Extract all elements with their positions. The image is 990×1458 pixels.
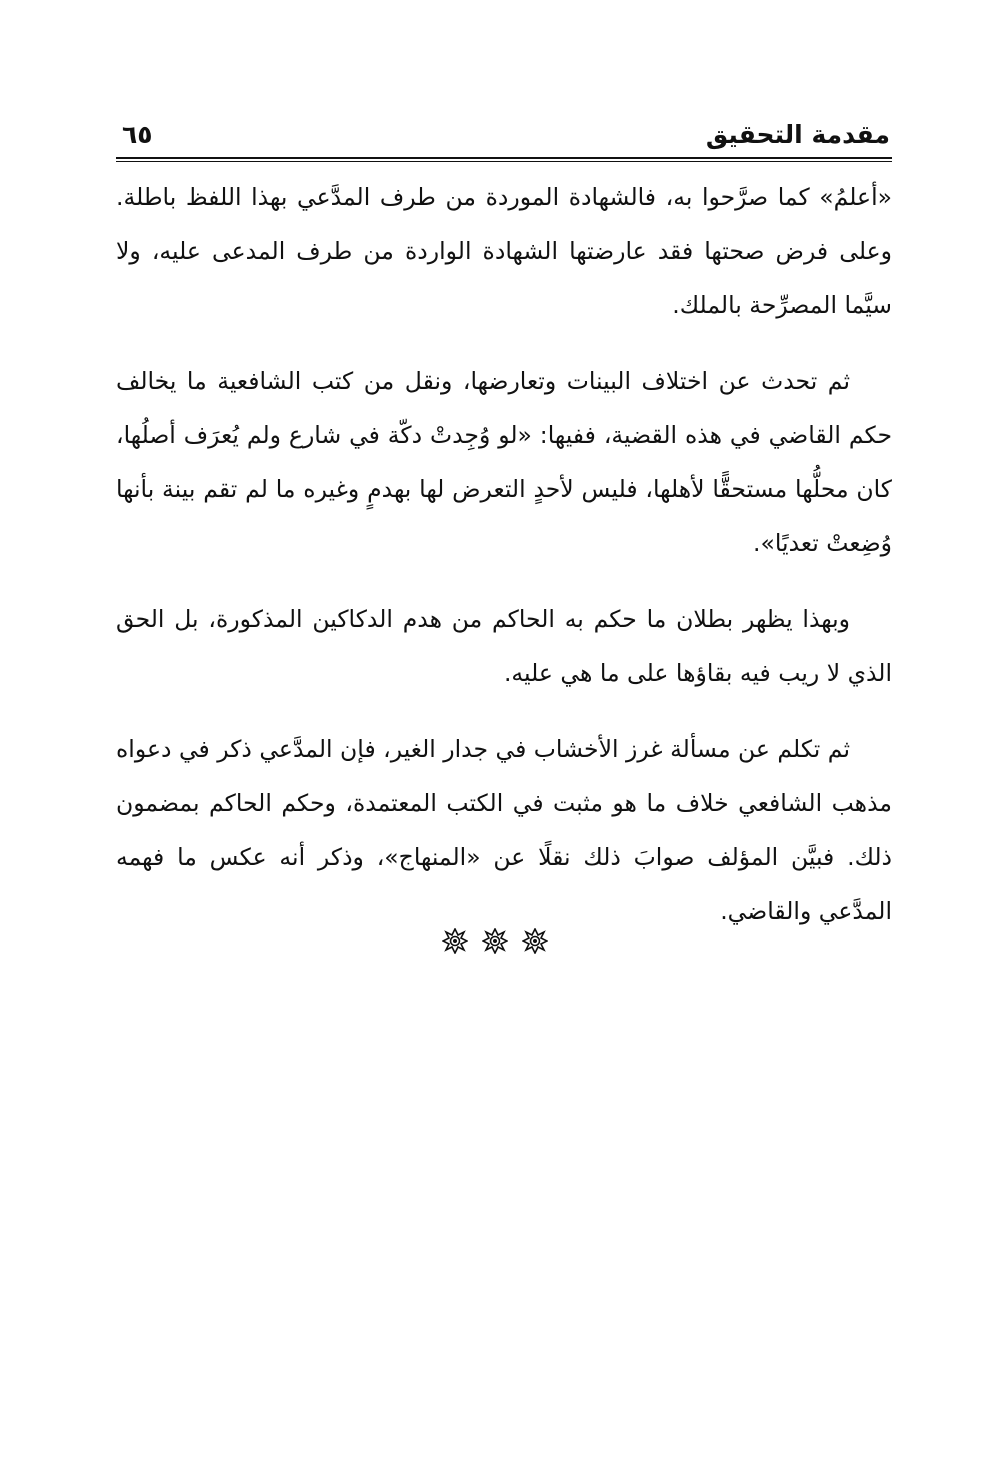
paragraph-4: ثم تكلم عن مسألة غرز الأخشاب في جدار الغير، فإن المدَّعي ذكر في دعواه مذهب الشافعي خلاف ما هو مثبت في الكتب المعتمدة، وحكم الحاكم بمضمون ذلك. فبيَّن المؤلف صوابَ ذلك نقلًا عن «المنهاج»، وذكر أنه عكس ما فهمه المدَّعي والقاضي.	[116, 735, 892, 925]
section-end-ornaments	[0, 928, 990, 968]
header-rule	[116, 157, 892, 162]
running-title: مقدمة التحقيق	[705, 120, 890, 149]
flower-ornament-icon	[522, 928, 548, 954]
body-text	[116, 170, 892, 960]
flower-ornament-icon	[442, 928, 468, 954]
paragraph-3: وبهذا يظهر بطلان ما حكم به الحاكم من هدم الدكاكين المذكورة، بل الحق الذي لا ريب فيه بقاؤها على ما هي عليه.	[116, 605, 892, 687]
page-number: ٦٥	[122, 120, 153, 149]
flower-ornament-icon	[482, 928, 508, 954]
page-header	[118, 118, 890, 152]
paragraph-2: ثم تحدث عن اختلاف البينات وتعارضها، ونقل من كتب الشافعية ما يخالف حكم القاضي في هذه القضية، ففيها: «لو وُجِدتْ دكّة في شارع ولم يُعرَف أصلُها، كان محلُّها مستحقًّا لأهلها، فليس لأحدٍ التعرض لها بهدمٍ وغيره ما لم تقم بينة بأنها وُضِعتْ تعديًا».	[116, 367, 892, 557]
paragraph-1: «أعلمُ» كما صرَّحوا به، فالشهادة الموردة من طرف المدَّعي بهذا اللفظ باطلة. وعلى فرض صحتها فقد عارضتها الشهادة الواردة من طرف المدعى عليه، ولا سيَّما المصرِّحة بالملك.	[116, 183, 892, 319]
